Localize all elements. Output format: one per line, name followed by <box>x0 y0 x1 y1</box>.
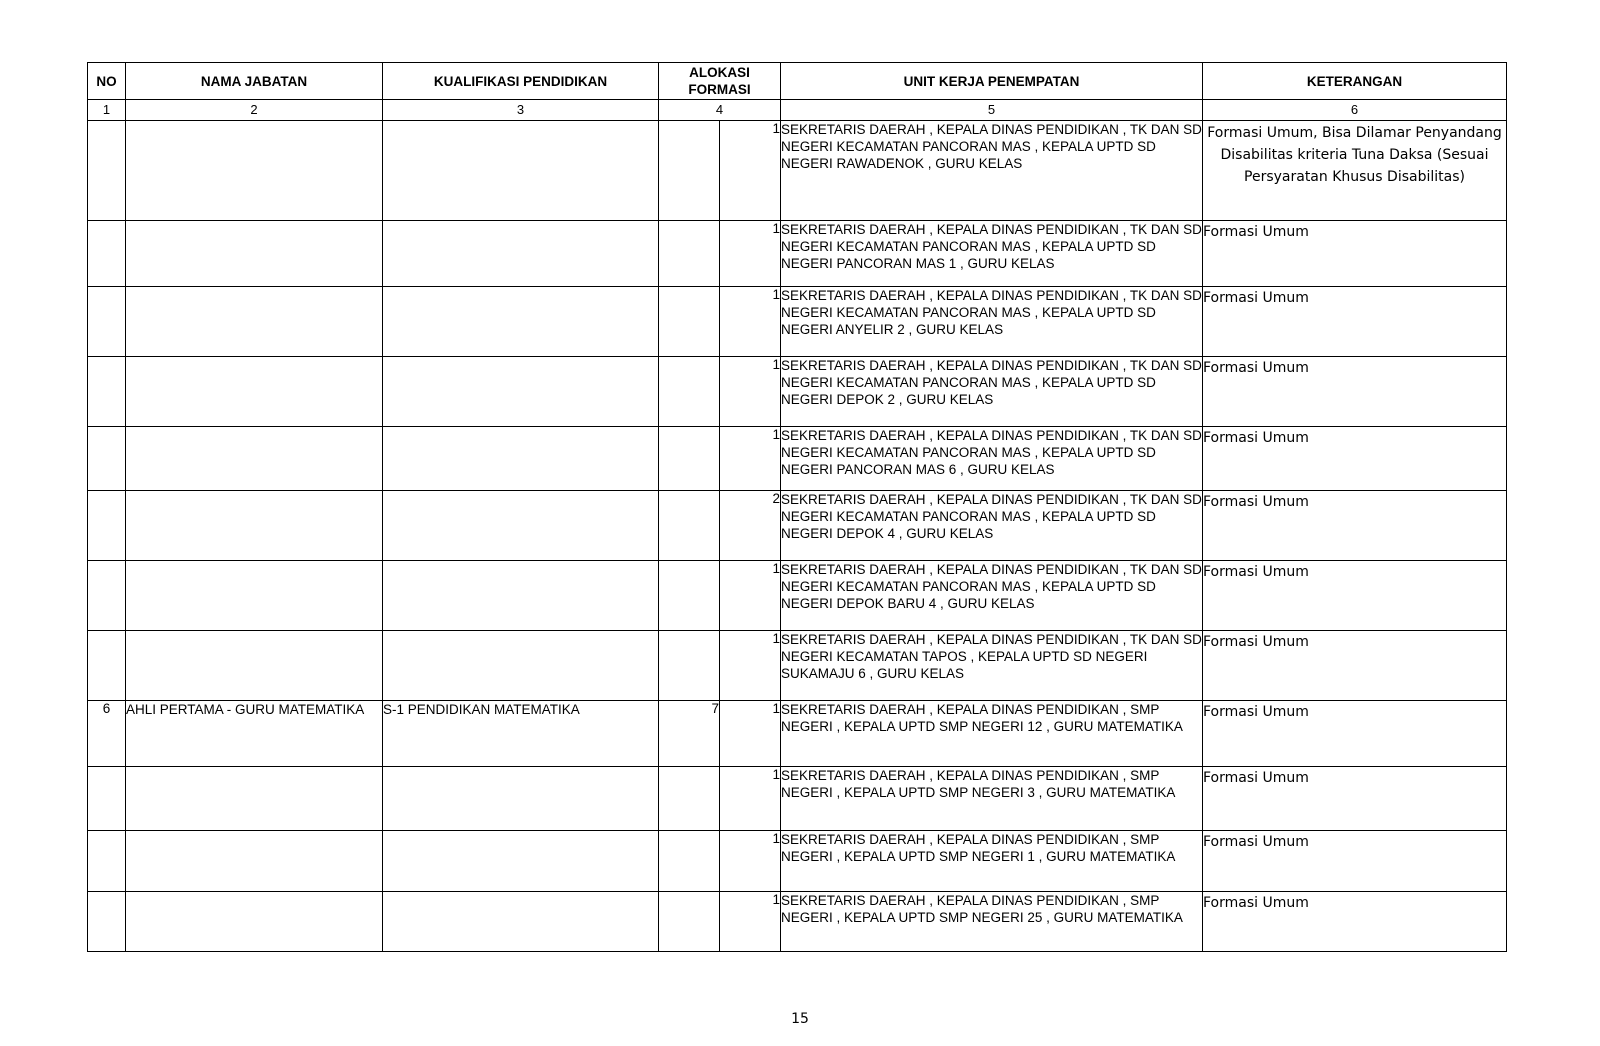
column-number: 5 <box>781 100 1203 121</box>
cell-keterangan: Formasi Umum <box>1203 357 1507 427</box>
cell-keterangan: Formasi Umum <box>1203 287 1507 357</box>
cell-unit-kerja: SEKRETARIS DAERAH , KEPALA DINAS PENDIDIKAN , TK DAN SD NEGERI KECAMATAN PANCORAN MAS , KEPALA UPTD SD NEGERI ANYELIR 2 , GURU KELAS <box>781 287 1203 357</box>
cell-nama-jabatan <box>126 892 383 952</box>
cell-keterangan: Formasi Umum <box>1203 892 1507 952</box>
cell-unit-kerja: SEKRETARIS DAERAH , KEPALA DINAS PENDIDIKAN , SMP NEGERI , KEPALA UPTD SMP NEGERI 3 , GURU MATEMATIKA <box>781 767 1203 831</box>
cell-no <box>88 357 126 427</box>
cell-alokasi: 7 <box>659 701 720 767</box>
table-row <box>88 221 1507 287</box>
cell-unit-kerja: SEKRETARIS DAERAH , KEPALA DINAS PENDIDIKAN , TK DAN SD NEGERI KECAMATAN PANCORAN MAS , KEPALA UPTD SD NEGERI DEPOK 2 , GURU KELAS <box>781 357 1203 427</box>
cell-no <box>88 561 126 631</box>
cell-no <box>88 831 126 892</box>
cell-kualifikasi: S-1 PENDIDIKAN MATEMATIKA <box>383 701 659 767</box>
table-row <box>88 121 1507 221</box>
cell-nama-jabatan <box>126 221 383 287</box>
cell-kualifikasi <box>383 631 659 701</box>
cell-nama-jabatan <box>126 121 383 221</box>
cell-alokasi-unit: 2 <box>720 491 781 561</box>
cell-no <box>88 892 126 952</box>
cell-nama-jabatan <box>126 831 383 892</box>
cell-alokasi <box>659 287 720 357</box>
cell-no <box>88 767 126 831</box>
table-row <box>88 892 1507 952</box>
cell-kualifikasi <box>383 892 659 952</box>
cell-keterangan: Formasi Umum <box>1203 701 1507 767</box>
cell-alokasi-unit: 1 <box>720 287 781 357</box>
cell-nama-jabatan <box>126 287 383 357</box>
formasi-table <box>87 62 1507 952</box>
column-number: 4 <box>659 100 781 121</box>
column-number-row <box>88 100 1507 121</box>
table-row <box>88 631 1507 701</box>
cell-alokasi <box>659 427 720 491</box>
cell-keterangan: Formasi Umum <box>1203 427 1507 491</box>
column-number: 6 <box>1203 100 1507 121</box>
table-row <box>88 701 1507 767</box>
cell-alokasi <box>659 892 720 952</box>
cell-no <box>88 287 126 357</box>
cell-keterangan: Formasi Umum <box>1203 561 1507 631</box>
cell-keterangan: Formasi Umum <box>1203 831 1507 892</box>
cell-nama-jabatan <box>126 491 383 561</box>
cell-no <box>88 221 126 287</box>
cell-alokasi-unit: 1 <box>720 892 781 952</box>
cell-no: 6 <box>88 701 126 767</box>
cell-alokasi-unit: 1 <box>720 631 781 701</box>
cell-alokasi-unit: 1 <box>720 427 781 491</box>
header-alokasi-line1: ALOKASI <box>689 65 750 80</box>
cell-kualifikasi <box>383 561 659 631</box>
cell-unit-kerja: SEKRETARIS DAERAH , KEPALA DINAS PENDIDIKAN , TK DAN SD NEGERI KECAMATAN TAPOS , KEPALA UPTD SD NEGERI SUKAMAJU 6 , GURU KELAS <box>781 631 1203 701</box>
cell-nama-jabatan: AHLI PERTAMA - GURU MATEMATIKA <box>126 701 383 767</box>
cell-alokasi <box>659 121 720 221</box>
cell-nama-jabatan <box>126 631 383 701</box>
cell-unit-kerja: SEKRETARIS DAERAH , KEPALA DINAS PENDIDIKAN , TK DAN SD NEGERI KECAMATAN PANCORAN MAS , KEPALA UPTD SD NEGERI DEPOK 4 , GURU KELAS <box>781 491 1203 561</box>
header-unit-kerja: UNIT KERJA PENEMPATAN <box>781 63 1203 100</box>
cell-alokasi-unit: 1 <box>720 831 781 892</box>
cell-unit-kerja: SEKRETARIS DAERAH , KEPALA DINAS PENDIDIKAN , SMP NEGERI , KEPALA UPTD SMP NEGERI 25 , GURU MATEMATIKA <box>781 892 1203 952</box>
cell-kualifikasi <box>383 831 659 892</box>
cell-kualifikasi <box>383 221 659 287</box>
header-kualifikasi: KUALIFIKASI PENDIDIKAN <box>383 63 659 100</box>
cell-unit-kerja: SEKRETARIS DAERAH , KEPALA DINAS PENDIDIKAN , TK DAN SD NEGERI KECAMATAN PANCORAN MAS , KEPALA UPTD SD NEGERI PANCORAN MAS 6 , GURU KELAS <box>781 427 1203 491</box>
cell-alokasi-unit: 1 <box>720 561 781 631</box>
header-no: NO <box>88 63 126 100</box>
cell-unit-kerja: SEKRETARIS DAERAH , KEPALA DINAS PENDIDIKAN , SMP NEGERI , KEPALA UPTD SMP NEGERI 12 , GURU MATEMATIKA <box>781 701 1203 767</box>
cell-no <box>88 121 126 221</box>
cell-keterangan: Formasi Umum <box>1203 221 1507 287</box>
cell-alokasi-unit: 1 <box>720 701 781 767</box>
cell-alokasi <box>659 561 720 631</box>
cell-alokasi-unit: 1 <box>720 357 781 427</box>
cell-alokasi <box>659 491 720 561</box>
cell-keterangan: Formasi Umum <box>1203 631 1507 701</box>
cell-alokasi <box>659 831 720 892</box>
cell-unit-kerja: SEKRETARIS DAERAH , KEPALA DINAS PENDIDIKAN , TK DAN SD NEGERI KECAMATAN PANCORAN MAS , KEPALA UPTD SD NEGERI PANCORAN MAS 1 , GURU KELAS <box>781 221 1203 287</box>
cell-alokasi-unit: 1 <box>720 767 781 831</box>
header-row <box>88 63 1507 100</box>
header-alokasi-formasi <box>659 63 781 100</box>
cell-no <box>88 631 126 701</box>
table-row <box>88 357 1507 427</box>
cell-kualifikasi <box>383 427 659 491</box>
header-alokasi-line2: FORMASI <box>688 82 751 97</box>
column-number: 1 <box>88 100 126 121</box>
cell-alokasi <box>659 221 720 287</box>
cell-nama-jabatan <box>126 561 383 631</box>
cell-kualifikasi <box>383 357 659 427</box>
cell-nama-jabatan <box>126 427 383 491</box>
cell-no <box>88 491 126 561</box>
cell-alokasi <box>659 767 720 831</box>
cell-alokasi-unit: 1 <box>720 221 781 287</box>
table-row <box>88 831 1507 892</box>
cell-keterangan: Formasi Umum, Bisa Dilamar Penyandang Disabilitas kriteria Tuna Daksa (Sesuai Persyaratan Khusus Disabilitas) <box>1203 121 1507 221</box>
cell-kualifikasi <box>383 491 659 561</box>
header-keterangan: KETERANGAN <box>1203 63 1507 100</box>
column-number: 2 <box>126 100 383 121</box>
table-row <box>88 561 1507 631</box>
cell-alokasi-unit: 1 <box>720 121 781 221</box>
cell-kualifikasi <box>383 767 659 831</box>
cell-unit-kerja: SEKRETARIS DAERAH , KEPALA DINAS PENDIDIKAN , SMP NEGERI , KEPALA UPTD SMP NEGERI 1 , GURU MATEMATIKA <box>781 831 1203 892</box>
cell-unit-kerja: SEKRETARIS DAERAH , KEPALA DINAS PENDIDIKAN , TK DAN SD NEGERI KECAMATAN PANCORAN MAS , KEPALA UPTD SD NEGERI RAWADENOK , GURU KELAS <box>781 121 1203 221</box>
cell-kualifikasi <box>383 287 659 357</box>
cell-keterangan: Formasi Umum <box>1203 491 1507 561</box>
cell-kualifikasi <box>383 121 659 221</box>
table-row <box>88 287 1507 357</box>
table-row <box>88 427 1507 491</box>
page-number: 15 <box>791 1011 809 1027</box>
table-row <box>88 491 1507 561</box>
column-number: 3 <box>383 100 659 121</box>
cell-alokasi <box>659 631 720 701</box>
table-row <box>88 767 1507 831</box>
cell-no <box>88 427 126 491</box>
header-nama-jabatan: NAMA JABATAN <box>126 63 383 100</box>
cell-nama-jabatan <box>126 357 383 427</box>
cell-nama-jabatan <box>126 767 383 831</box>
cell-keterangan: Formasi Umum <box>1203 767 1507 831</box>
table-body <box>88 121 1507 952</box>
cell-unit-kerja: SEKRETARIS DAERAH , KEPALA DINAS PENDIDIKAN , TK DAN SD NEGERI KECAMATAN PANCORAN MAS , KEPALA UPTD SD NEGERI DEPOK BARU 4 , GURU KELAS <box>781 561 1203 631</box>
cell-alokasi <box>659 357 720 427</box>
